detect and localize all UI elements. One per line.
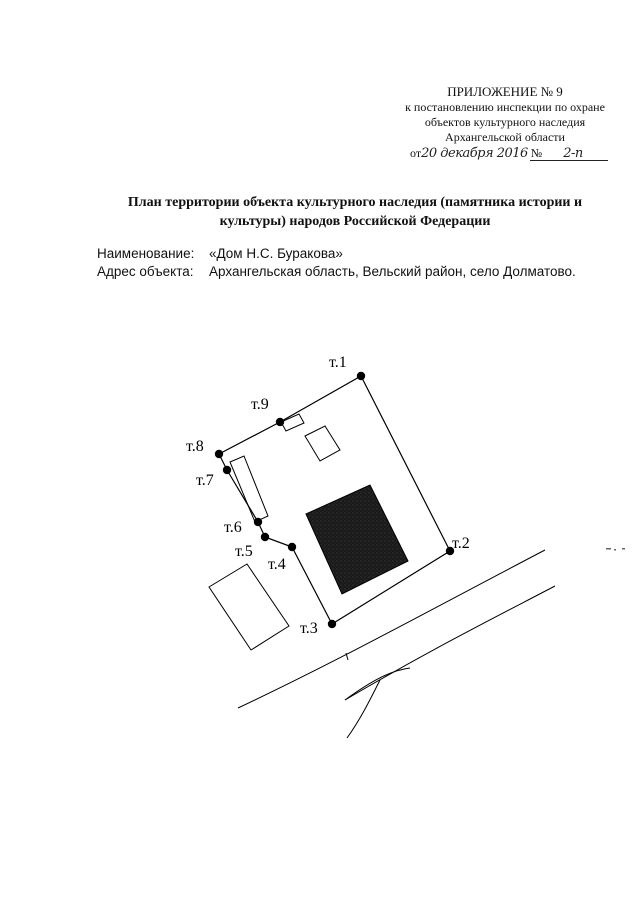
point-3-label: т.3 (300, 620, 318, 637)
main-house (306, 485, 408, 594)
order-date: 20 декабря 2016 (421, 146, 528, 161)
point-2-label: т.2 (452, 535, 470, 552)
outbuilding (305, 426, 340, 461)
point-8-marker (215, 450, 223, 458)
appendix-line-3: Архангельской области (445, 130, 565, 144)
neighbour-building (209, 564, 289, 650)
point-3-marker (328, 620, 336, 628)
point-1-marker (357, 372, 365, 380)
object-name-value: «Дом Н.С. Буракова» (209, 246, 343, 261)
point-9-label: т.9 (251, 396, 269, 413)
order-number: 2-п (563, 146, 583, 161)
small-shed (281, 414, 304, 431)
object-address-value: Архангельская область, Вельский район, село Долматово. (209, 264, 576, 279)
appendix-title: ПРИЛОЖЕНИЕ № 9 (447, 84, 563, 99)
point-6-marker (254, 518, 262, 526)
object-name-label: Наименование: (97, 246, 195, 261)
plan-title: План территории объекта культурного наследия (памятника истории и культуры) народов Российской Федерации (127, 195, 583, 229)
point-8-label: т.8 (186, 438, 204, 455)
point-7-label: т.7 (196, 472, 214, 489)
point-4-label: т.4 (268, 556, 286, 573)
appendix-line-1: к постановлению инспекции по охране (405, 100, 605, 114)
object-address-label: Адрес объекта: (97, 264, 194, 279)
point-1-label: т.1 (329, 354, 347, 371)
order-number-label: № (530, 146, 543, 160)
point-6-label: т.6 (224, 519, 242, 536)
order-prefix: от (410, 146, 422, 160)
scan-marks (606, 548, 625, 551)
point-4-marker (288, 543, 296, 551)
appendix-line-2: объектов культурного наследия (424, 115, 586, 129)
point-9-marker (276, 418, 284, 426)
point-7-marker (223, 466, 231, 474)
fence-strip (230, 456, 268, 522)
point-5-label: т.5 (235, 543, 253, 560)
point-5-marker (261, 533, 269, 541)
territory-boundary (219, 376, 450, 624)
road-edge-lower (345, 586, 555, 700)
